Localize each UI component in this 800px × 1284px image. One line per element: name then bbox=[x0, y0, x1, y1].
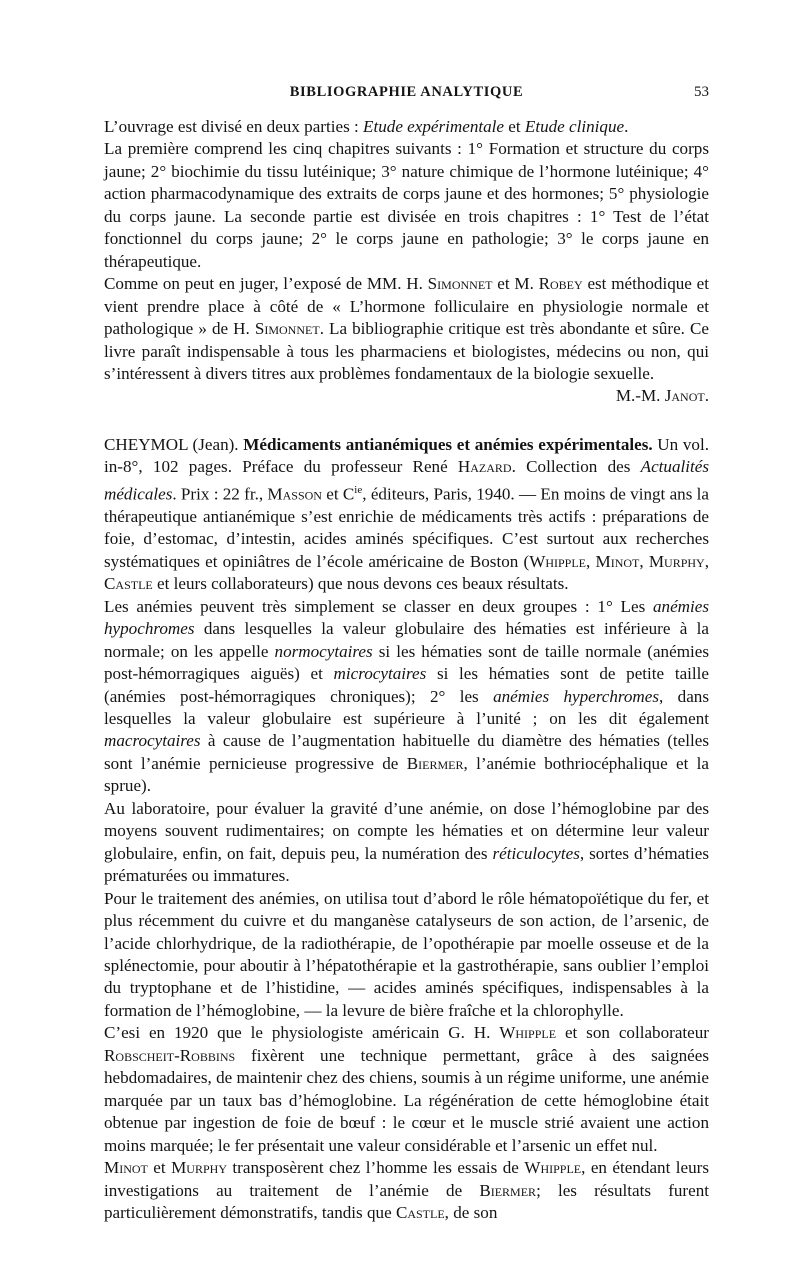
review1-paragraph-assessment bbox=[104, 273, 709, 385]
text-run: . Collection des bbox=[511, 457, 641, 477]
text-run: et son collaborateur bbox=[556, 1023, 709, 1043]
text-run: L’ouvrage est divisé en deux parties : bbox=[104, 117, 364, 136]
text-run: à cause de l’augmentation habituelle du diamètre des hématies (telles sont l’anémie pernicieuse progressive de bbox=[104, 731, 709, 773]
text-run: M.-M. bbox=[615, 386, 665, 406]
text-run: , éditeurs, Paris, 1940. — En moins de vingt ans la thérapeutique antianémique s’est enrichie de médicaments très actifs : préparations de foie, d’estomac, d’intestin, acides aminés spécifiques. C’est surtout aux recherches systématiques et opiniâtres de l’école américaine de Boston ( bbox=[104, 484, 709, 571]
page-number: 53 bbox=[694, 84, 709, 100]
author-name: Castle bbox=[395, 1202, 445, 1222]
review1-paragraph-chapters: La première comprend les cinq chapitres suivants : 1° Formation et structure du corps jaune; 2° biochimie du tissu lutéinique; 3° nature chimique de l’hormone lutéinique; 4° action pharmacodynamique des extraits de corps jaune et des hormones; 5° physiologie du corps jaune. La seconde partie est divisée en trois chapitres : 1° Test de l’état fonctionnel du corps jaune; 2° le corps jaune en pathologie; 3° le corps jaune en thérapeutique. bbox=[104, 139, 709, 271]
author-name: Minot bbox=[595, 551, 640, 571]
text-run: , dans lesquelles la valeur globulaire est supérieure à l’unité ; on les dit également bbox=[104, 686, 709, 729]
text-run: , bbox=[639, 551, 649, 571]
review2-paragraph-entry bbox=[104, 434, 709, 596]
review2-paragraph-classification bbox=[104, 596, 709, 798]
author-name: Biermer bbox=[479, 1180, 537, 1200]
author-name: Simonnet bbox=[427, 274, 493, 294]
text-run: fixèrent une technique permettant, grâce à des saignées hebdomadaires, de maintenir chez des chiens, soumis à un régime uniforme, une anémie marquée par un taux bas d’hémoglobine. La régénération de cette hémoglobine était obtenue par ingestion de foie de bœuf : le cœur et le muscle strié avaient une action moins marquée; le fer présentait une valeur considérable et l’arsenic un effet nul. bbox=[104, 1045, 709, 1155]
review2-paragraph-whipple bbox=[104, 1022, 709, 1157]
italic-run: anémies hypochromes bbox=[104, 596, 709, 639]
review2-paragraph-laboratory bbox=[104, 798, 709, 888]
text-run: transposèrent chez l’homme les essais de bbox=[226, 1158, 525, 1178]
review1-paragraph-parts bbox=[104, 116, 709, 138]
author-name: Janot bbox=[664, 386, 705, 406]
text-run: , bbox=[704, 551, 709, 571]
author-name: Hazard bbox=[457, 457, 512, 477]
text-run: et M. bbox=[492, 274, 539, 294]
italic-run: Etude clinique bbox=[524, 117, 625, 136]
text-run: , sortes d’hématies prématurées ou immatures. bbox=[104, 843, 709, 886]
review2-paragraph-minot-murphy bbox=[104, 1157, 709, 1224]
page-header bbox=[104, 84, 709, 106]
author-name: Robey bbox=[538, 274, 583, 294]
author-name: Whipple bbox=[499, 1023, 557, 1043]
body-text bbox=[104, 116, 709, 1224]
text-run: et C bbox=[321, 484, 355, 504]
author-name: Murphy bbox=[171, 1158, 227, 1178]
author-name: Robscheit-Robbins bbox=[104, 1045, 236, 1065]
text-run: C’esi en 1920 que le physiologiste américain G. H. bbox=[104, 1023, 500, 1043]
author-name: Murphy bbox=[648, 551, 705, 571]
italic-run: Actualités médicales bbox=[104, 457, 710, 504]
publisher-name: Masson bbox=[267, 484, 322, 504]
text-run: . bbox=[704, 386, 709, 406]
author-name: Whipple bbox=[529, 551, 587, 571]
text-run: est méthodique et vient prendre place à côté de « L’hormone folliculaire en physiologie normale et pathologique » de H. bbox=[104, 274, 709, 339]
review2-paragraph-treatment: Pour le traitement des anémies, on utilisa tout d’abord le rôle hématopoïétique du fer, et plus récemment du cuivre et du manganèse catalyseurs de son action, de l’arsenic, de l’acide chlorhydrique, de la radiothérapie, de l’opothérapie par moelle osseuse et de la splénectomie, pour aboutir à l’hépatothérapie et la gastrothérapie, sans oublier l’emploi du tryptophane et de l’histidine, — acides aminés spécifiques, indispensables à la formation de l’hémoglobine, — la levure de bière fraîche et la chlorophylle. bbox=[104, 888, 709, 1020]
text-run: et bbox=[147, 1158, 172, 1178]
text-run: . La bibliographie critique est très abondante et sûre. Ce livre paraît indispensable à tous les pharmaciens et biologistes, médecins ou non, qui s’intéressent à divers titres aux problèmes fondamentaux de la biologie sexuelle. bbox=[104, 319, 709, 383]
author-name: Castle bbox=[104, 574, 153, 594]
author-name: CHEYMOL (Jean). bbox=[104, 434, 244, 454]
text-run: Les anémies peuvent très simplement se classer en deux groupes : 1° Les bbox=[104, 596, 653, 616]
text-run: , l’anémie bothriocéphalique et la sprue). bbox=[104, 753, 709, 796]
reviewer-signature bbox=[104, 385, 709, 407]
author-name: Whipple bbox=[524, 1158, 582, 1178]
author-name: Biermer bbox=[406, 753, 464, 773]
author-name: Minot bbox=[104, 1158, 148, 1178]
text-run: . bbox=[624, 117, 629, 136]
italic-run: macrocytaires bbox=[104, 731, 201, 751]
superscript: ie bbox=[354, 483, 363, 496]
text-run: Un vol. in-8°, 102 pages. Préface du professeur René bbox=[104, 434, 709, 477]
italic-run: microcytaires bbox=[333, 664, 427, 684]
running-title: BIBLIOGRAPHIE ANALYTIQUE bbox=[289, 84, 524, 100]
text-run: ; les résultats furent particulièrement démonstratifs, tandis que bbox=[104, 1180, 710, 1222]
italic-run: Etude expérimentale bbox=[363, 117, 504, 136]
italic-run: anémies hyperchromes bbox=[493, 686, 660, 706]
section-gap bbox=[104, 408, 709, 434]
text-run: si les hématies sont de taille normale (anémies post-hémorragiques aiguës) et bbox=[104, 641, 709, 684]
text-run: Au laboratoire, pour évaluer la gravité d’une anémie, on dose l’hémoglobine par des moyens souvent rudimentaires; on compte les hématies et on détermine leur valeur globulaire, enfin, on fait, depuis peu, la numération des bbox=[104, 798, 709, 863]
author-name: Simonnet bbox=[254, 319, 320, 339]
italic-run: réticulocytes bbox=[492, 843, 580, 863]
italic-run: normocytaires bbox=[274, 641, 373, 661]
text-run: et bbox=[504, 117, 525, 136]
book-title: Médicaments antianémiques et anémies expérimentales. bbox=[243, 434, 653, 454]
text-run: Comme on peut en juger, l’exposé de MM. H. bbox=[104, 274, 428, 294]
text-run: , bbox=[586, 551, 596, 571]
text-run: si les hématies sont de petite taille (anémies post-hémorragiques chroniques); 2° les bbox=[104, 664, 709, 706]
text-run: . Prix : 22 fr., bbox=[172, 484, 268, 504]
text-run: dans lesquelles la valeur globulaire des hématies est inférieure à la normale; on les appelle bbox=[104, 619, 709, 661]
text-run: et leurs collaborateurs) que nous devons ces beaux résultats. bbox=[152, 574, 569, 594]
text-run: , en étendant leurs investigations au traitement de l’anémie de bbox=[104, 1158, 710, 1200]
text-run: , de son bbox=[444, 1202, 498, 1222]
